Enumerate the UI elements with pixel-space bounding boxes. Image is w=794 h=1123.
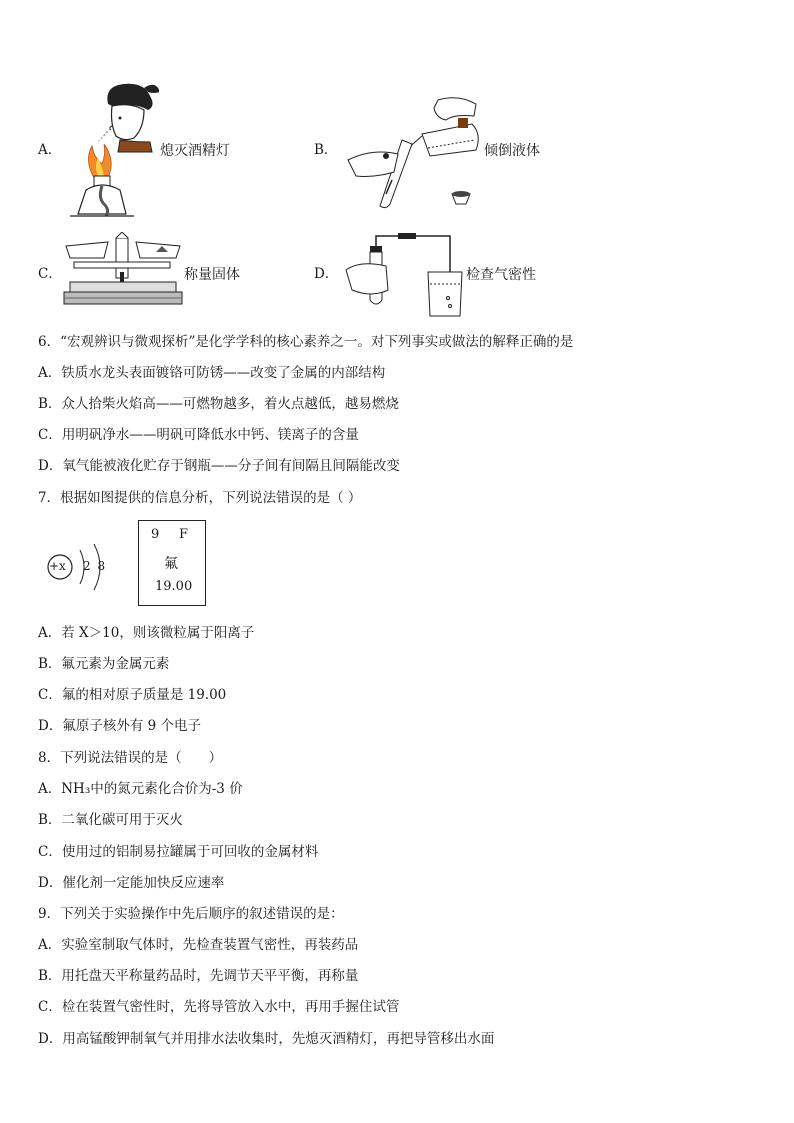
q8-option-d: D．催化剂一定能加快反应速率 bbox=[38, 875, 225, 891]
alcohol-lamp-figure bbox=[64, 80, 159, 220]
q9-option-a: A．实验室制取气体时，先检查装置气密性，再装药品 bbox=[38, 937, 359, 953]
element-name: 氟 bbox=[164, 556, 178, 572]
q9-option-d: D．用高锰酸钾制氧气并用排水法收集时，先熄灭酒精灯，再把导管移出水面 bbox=[38, 1031, 495, 1047]
option-d-caption: 检查气密性 bbox=[466, 267, 536, 283]
q7-option-c: C．氟的相对原子质量是 19.00 bbox=[38, 687, 227, 703]
option-b-caption: 倾倒液体 bbox=[484, 143, 540, 159]
q7-option-a: A．若 X＞10，则该微粒属于阳离子 bbox=[38, 625, 255, 641]
q6-stem: 6．“宏观辨识与微观探析”是化学学科的核心素养之一。对下列事实或做法的解释正确的是 bbox=[38, 334, 574, 350]
q9-stem: 9．下列关于实验操作中先后顺序的叙述错误的是： bbox=[38, 906, 344, 922]
element-symbol: F bbox=[179, 527, 189, 542]
atomic-number: 9 bbox=[151, 527, 160, 542]
q7-stem: 7．根据如图提供的信息分析，下列说法错误的是（ ） bbox=[38, 490, 362, 506]
q6-option-a: A．铁质水龙头表面镀铬可防锈——改变了金属的内部结构 bbox=[38, 365, 386, 381]
q8-option-b: B．二氧化碳可用于灭火 bbox=[38, 812, 183, 828]
q6-option-c: C．用明矾净水——明矾可降低水中钙、镁离子的含量 bbox=[38, 427, 359, 443]
q8-option-c: C．使用过的铝制易拉罐属于可回收的金属材料 bbox=[38, 844, 319, 860]
option-a-caption: 熄灭酒精灯 bbox=[160, 143, 230, 159]
airtightness-figure bbox=[342, 226, 466, 318]
q9-option-c: C．检在装置气密性时，先将导管放入水中，再用手握住试管 bbox=[38, 999, 400, 1015]
q7-option-b: B．氟元素为金属元素 bbox=[38, 656, 170, 672]
q7-option-d: D．氟原子核外有 9 个电子 bbox=[38, 718, 201, 734]
q8-option-a: A．NH₃中的氮元素化合价为-3 价 bbox=[38, 781, 243, 797]
option-b-letter: B． bbox=[314, 142, 338, 158]
option-d-letter: D． bbox=[314, 266, 339, 282]
option-c-letter: C． bbox=[38, 266, 62, 282]
q6-option-d: D．氧气能被液化贮存于钢瓶——分子间有间隔且间隔能改变 bbox=[38, 458, 400, 474]
atom-nucleus-label: +x bbox=[49, 559, 66, 573]
balance-figure bbox=[60, 232, 184, 312]
option-c-caption: 称量固体 bbox=[184, 267, 240, 283]
element-cell bbox=[138, 520, 206, 606]
q6-option-b: B．众人拾柴火焰高——可燃物越多，着火点越低，越易燃烧 bbox=[38, 396, 399, 412]
atom-shell-electrons: 2 8 bbox=[83, 559, 106, 573]
q8-stem: 8．下列说法错误的是（ ） bbox=[38, 750, 223, 766]
option-a-letter: A． bbox=[38, 142, 62, 158]
pouring-liquid-figure bbox=[342, 94, 482, 216]
atomic-mass: 19.00 bbox=[155, 579, 193, 594]
q9-option-b: B．用托盘天平称量药品时，先调节天平平衡，再称量 bbox=[38, 968, 359, 984]
